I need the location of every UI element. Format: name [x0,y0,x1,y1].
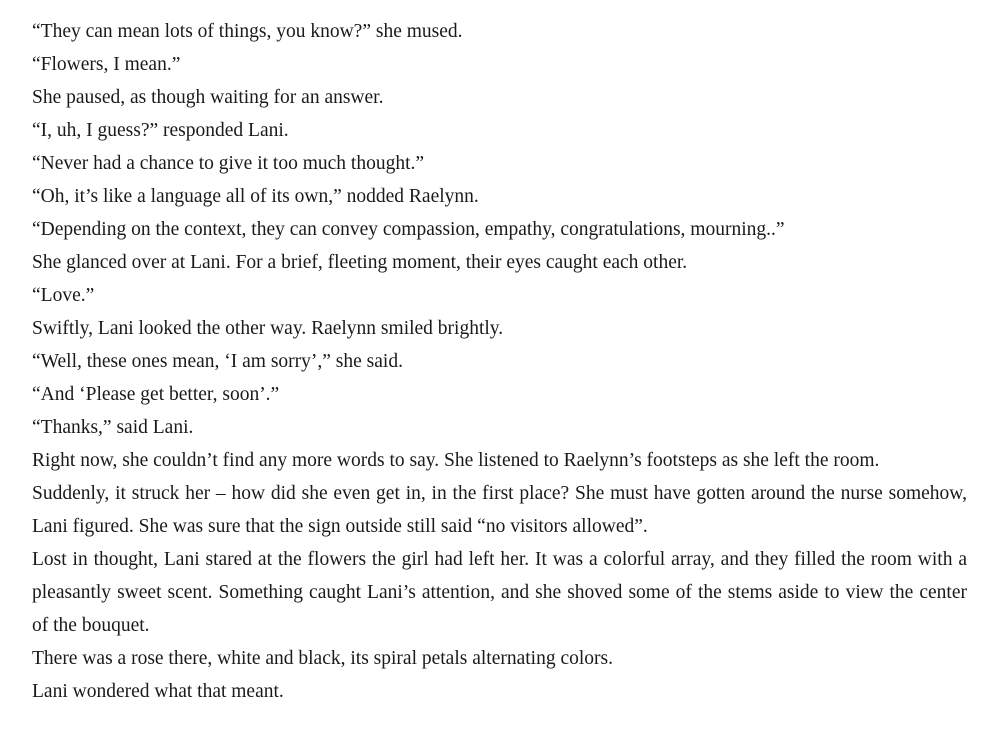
paragraph: She glanced over at Lani. For a brief, fleeting moment, their eyes caught each other. [32,252,688,273]
paragraph: Lani wondered what that meant. [32,681,284,702]
paragraph: “Oh, it’s like a language all of its own,” nodded Raelynn. [32,186,479,207]
paragraph: “Well, these ones mean, ‘I am sorry’,” she said. [32,351,403,372]
paragraph: “And ‘Please get better, soon’.” [32,384,280,405]
paragraph: There was a rose there, white and black, its spiral petals alternating colors. [32,648,614,669]
paragraph: Lost in thought, Lani stared at the flowers the girl had left her. It was a colorful array, and they filled the room with a pleasantly sweet scent. Something caught Lani’s attention, and she shoved some of the stems aside to view the center of the bouquet. [32,549,967,636]
paragraph: She paused, as though waiting for an answer. [32,87,384,108]
story-text [32,15,967,708]
paragraph: “Love.” [32,285,95,306]
paragraph: “Thanks,” said Lani. [32,417,194,438]
paragraph: Right now, she couldn’t find any more words to say. She listened to Raelynn’s footsteps as she left the room. [32,450,880,471]
paragraph: Suddenly, it struck her – how did she even get in, in the first place? She must have gotten around the nurse somehow, Lani figured. She was sure that the sign outside still said “no visitors allowed”. [32,483,967,537]
paragraph: “Flowers, I mean.” [32,54,181,75]
paragraph: Swiftly, Lani looked the other way. Raelynn smiled brightly. [32,318,504,339]
paragraph: “They can mean lots of things, you know?” she mused. [32,21,463,42]
paragraph: “Never had a chance to give it too much thought.” [32,153,425,174]
paragraph: “I, uh, I guess?” responded Lani. [32,120,289,141]
paragraph: “Depending on the context, they can convey compassion, empathy, congratulations, mourning..” [32,219,785,240]
